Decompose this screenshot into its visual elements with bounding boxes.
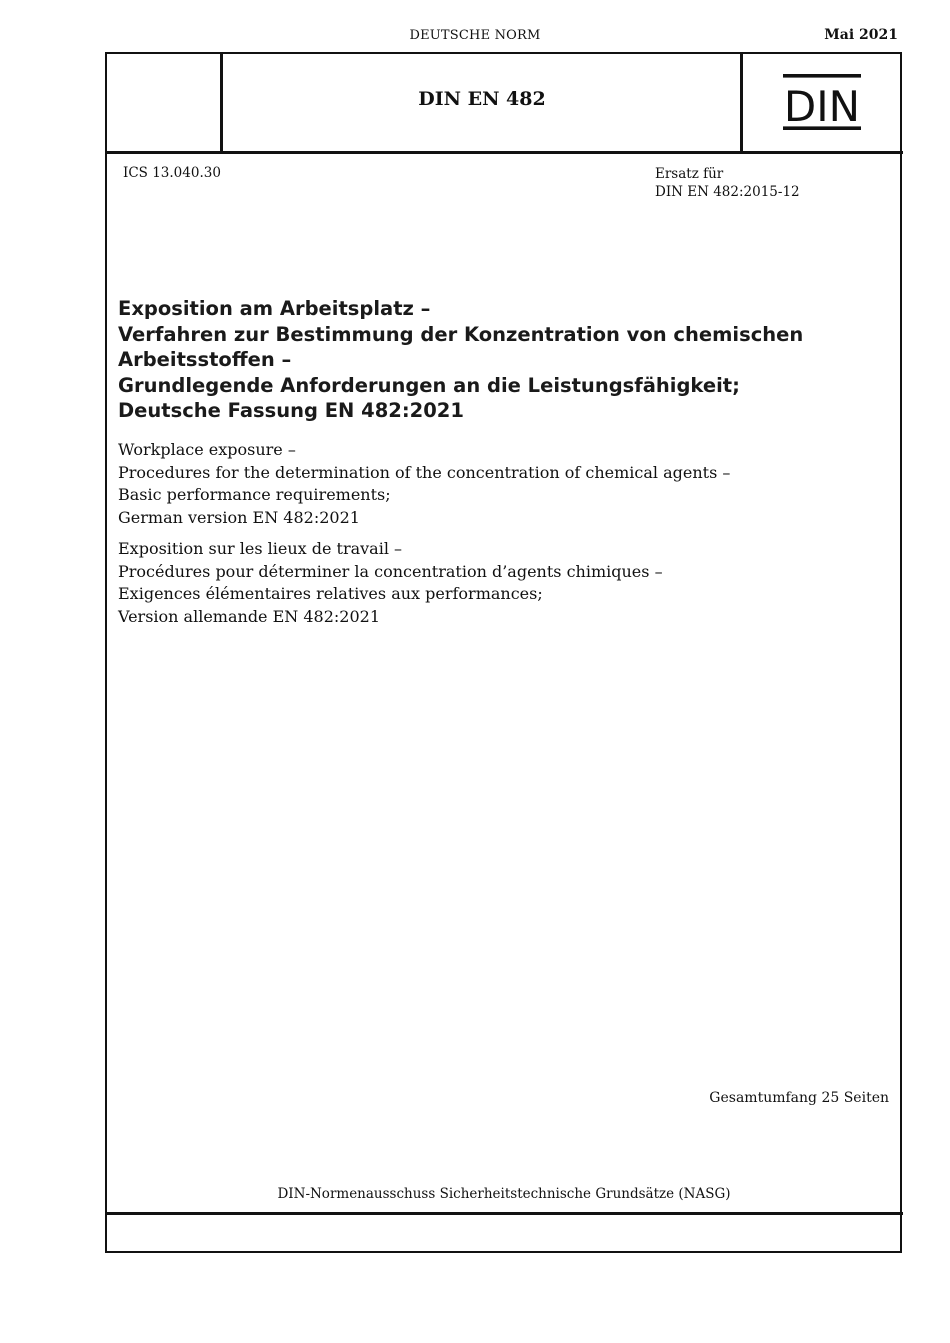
french-title-line: Version allemande EN 482:2021	[118, 606, 381, 626]
ics-code: ICS 13.040.30	[123, 165, 221, 181]
french-title-line: Exposition sur les lieux de travail –	[118, 539, 403, 558]
german-title-line: Arbeitsstoffen –	[118, 348, 292, 371]
english-title-line: Workplace exposure –	[118, 440, 296, 459]
footer-divider	[105, 1212, 903, 1215]
english-title-line: Procedures for the determination of the concentration of chemical agents –	[118, 462, 731, 482]
german-title-line: Grundlegende Anforderungen an die Leistungsfähigkeit;	[118, 373, 740, 397]
french-title-line: Procédures pour déterminer la concentration d’agents chimiques –	[118, 561, 663, 581]
english-title-line: German version EN 482:2021	[118, 507, 360, 527]
total-pages: Gesamtumfang 25 Seiten	[709, 1090, 889, 1106]
german-title-line: Verfahren zur Bestimmung der Konzentration von chemischen	[118, 322, 804, 346]
din-logo	[783, 74, 861, 134]
replaces-number: DIN EN 482:2015-12	[655, 184, 800, 200]
committee-name: DIN-Normenausschuss Sicherheitstechnische Grundsätze (NASG)	[277, 1186, 731, 1202]
replaces-block	[655, 165, 800, 201]
document-type-label: DEUTSCHE NORM	[409, 28, 541, 43]
din-logo-text: DIN	[783, 82, 861, 130]
german-title-line: Exposition am Arbeitsplatz –	[118, 297, 431, 320]
english-title-line: Basic performance requirements;	[118, 485, 391, 504]
document-number: DIN EN 482	[418, 88, 546, 110]
header-divider	[105, 151, 903, 154]
german-title	[118, 296, 898, 424]
english-title	[118, 439, 898, 529]
french-title	[118, 538, 898, 628]
publication-date: Mai 2021	[824, 27, 898, 43]
title-page-frame	[105, 52, 902, 1253]
french-title-line: Exigences élémentaires relatives aux performances;	[118, 584, 543, 603]
german-title-line: Deutsche Fassung EN 482:2021	[118, 399, 464, 422]
din-logo-mark	[783, 74, 861, 130]
replaces-label: Ersatz für	[655, 166, 724, 182]
